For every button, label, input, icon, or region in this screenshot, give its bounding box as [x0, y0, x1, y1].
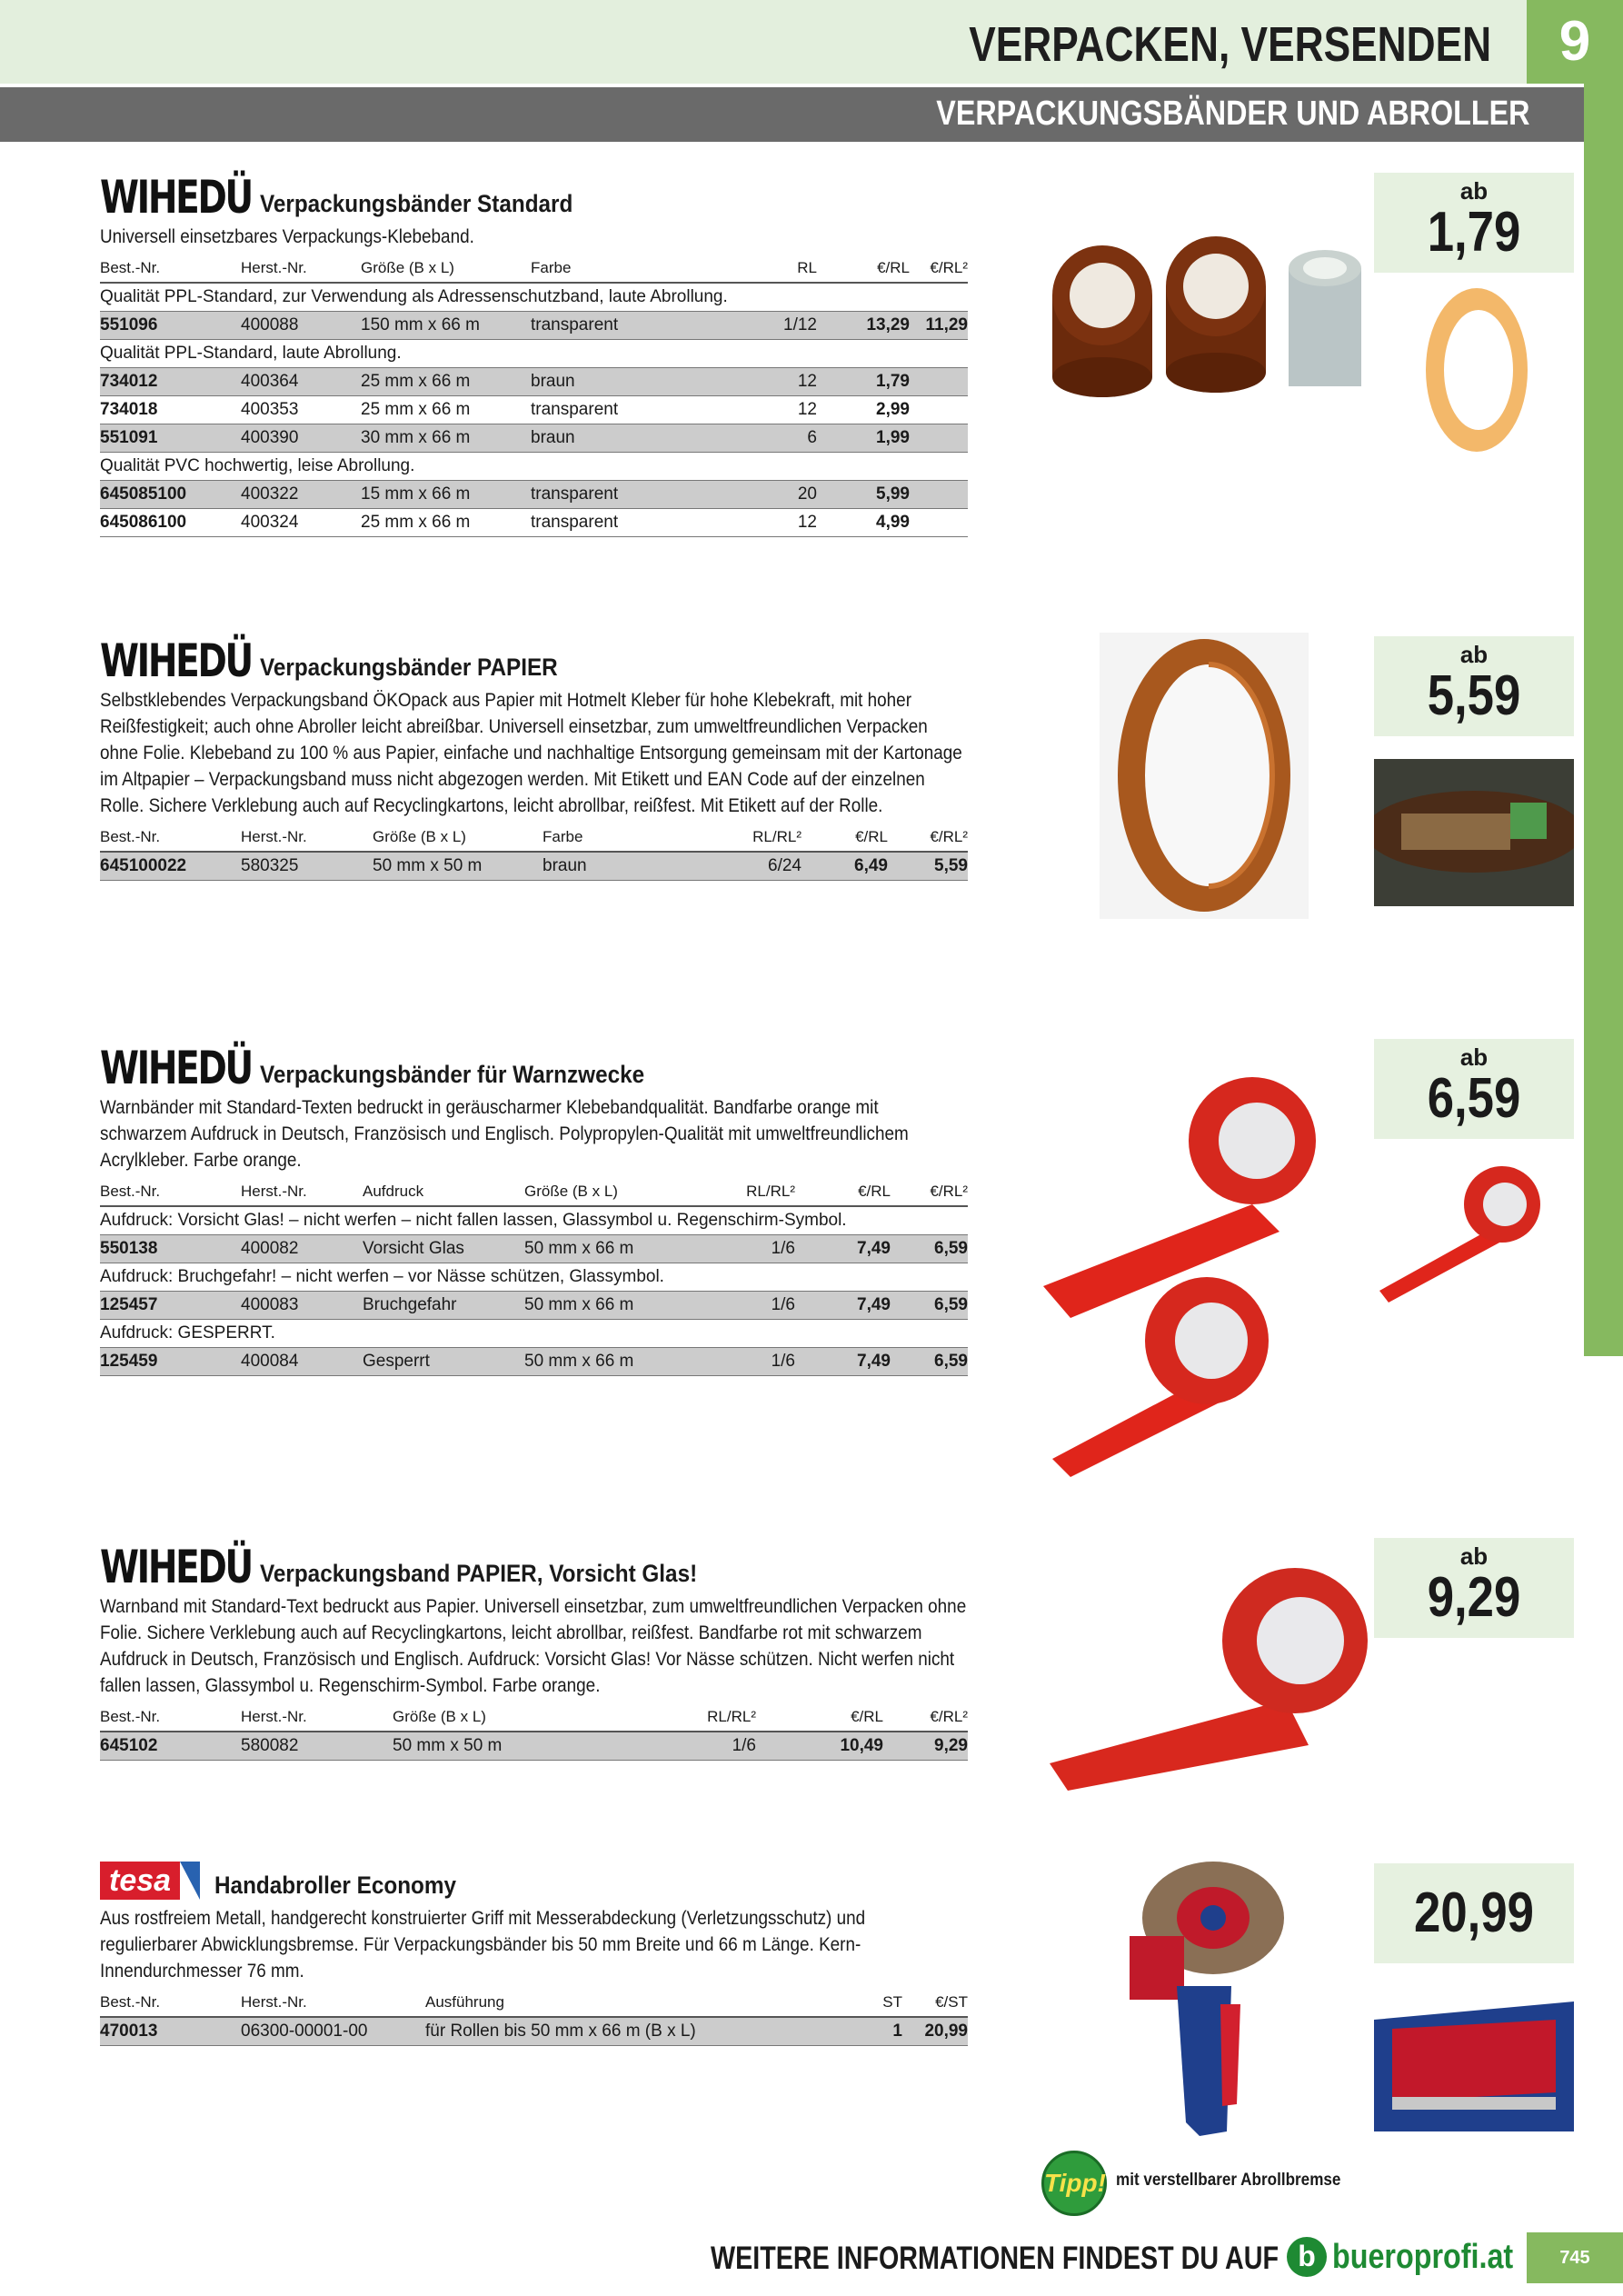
footer-logo-icon: b	[1287, 2237, 1327, 2277]
table-cell: 580082	[241, 1732, 393, 1760]
order-number: 551091	[100, 424, 241, 452]
product-block	[100, 1043, 968, 1376]
column-header: Herst.-Nr.	[241, 1706, 393, 1732]
price-prefix: ab	[1459, 1043, 1489, 1071]
table-cell: 20	[744, 480, 817, 508]
table-cell: 6	[744, 424, 817, 452]
order-number: 734012	[100, 367, 241, 395]
product-description: Warnbänder mit Standard-Texten bedruckt in geräuscharmer Klebebandqualität. Bandfarbe orange mit schwarzem Aufdruck in Deutsch, Französisch und Englisch. Polypropylen-Qualität mit umweltfreundlichem Acrylkleber. Farbe orange.	[100, 1097, 909, 1171]
product-block	[100, 1854, 968, 2046]
table-cell: transparent	[531, 508, 744, 536]
page-number: 745	[1527, 2232, 1623, 2283]
column-header: RL/RL²	[665, 1706, 756, 1732]
product-name: Verpackungsbänder für Warnzwecke	[259, 1061, 645, 1088]
table-cell: 400082	[241, 1234, 363, 1263]
spec-table	[100, 1706, 968, 1761]
column-header: €/RL	[817, 257, 910, 283]
table-cell: transparent	[531, 311, 744, 339]
quality-row	[100, 1263, 968, 1291]
table-row	[100, 1234, 968, 1263]
product-name: Verpackungsbänder PAPIER	[259, 654, 558, 681]
order-number: 645086100	[100, 508, 241, 536]
quality-text: Qualität PPL-Standard, zur Verwendung als Adressenschutzband, laute Abrollung.	[100, 283, 968, 311]
tape-rolls-image	[1043, 223, 1370, 404]
table-cell: 400088	[241, 311, 361, 339]
table-header	[100, 1992, 968, 2017]
column-header: Aufdruck	[363, 1181, 524, 1206]
product-title	[100, 634, 968, 687]
table-cell	[910, 480, 968, 508]
table-cell: 400322	[241, 480, 361, 508]
column-header: Best.-Nr.	[100, 257, 241, 283]
column-header: Best.-Nr.	[100, 1181, 241, 1206]
table-header	[100, 1706, 968, 1732]
column-header: €/RL²	[888, 826, 968, 852]
product-name: Handabroller Economy	[214, 1872, 457, 1899]
column-header: €/RL²	[883, 1706, 968, 1732]
table-cell: 400083	[241, 1291, 363, 1319]
column-header: Farbe	[543, 826, 715, 852]
price-value: 6,59	[1427, 1067, 1521, 1130]
table-row	[100, 311, 968, 339]
table-cell: 150 mm x 66 m	[361, 311, 531, 339]
table-row	[100, 852, 968, 880]
tape-dispenser-image	[1113, 1850, 1295, 2141]
footer-info-text: WEITERE INFORMATIONEN FINDEST DU AUF	[711, 2241, 1279, 2276]
price-value: 1,79	[1427, 201, 1521, 264]
warning-tape-image	[1043, 1068, 1575, 1477]
price-box	[1374, 1538, 1574, 1638]
table-row	[100, 367, 968, 395]
table-cell: 5,99	[817, 480, 910, 508]
table-cell: transparent	[531, 395, 744, 424]
product-description: Universell einsetzbares Verpackungs-Klebeband.	[100, 226, 474, 247]
brand-logo: WIHEDÜ	[100, 1042, 252, 1094]
product-title	[100, 1854, 968, 1900]
column-header: Herst.-Nr.	[241, 1992, 425, 2017]
table-cell: 15 mm x 66 m	[361, 480, 531, 508]
table-cell: 400364	[241, 367, 361, 395]
footer-logo-name: bueroprofi.at	[1332, 2237, 1514, 2276]
product-title	[100, 171, 968, 224]
table-cell: 7,49	[795, 1291, 891, 1319]
table-cell: transparent	[531, 480, 744, 508]
table-row	[100, 480, 968, 508]
spec-table	[100, 1992, 968, 2046]
order-number: 470013	[100, 2017, 241, 2045]
quality-row	[100, 1206, 968, 1234]
tipp-text: mit verstellbarer Abrollbremse	[1116, 2171, 1341, 2190]
product-name: Verpackungsband PAPIER, Vorsicht Glas!	[259, 1560, 698, 1587]
table-cell: 1/12	[744, 311, 817, 339]
table-row	[100, 1291, 968, 1319]
table-cell: 20,99	[902, 2017, 968, 2045]
quality-text: Qualität PVC hochwertig, leise Abrollung.	[100, 452, 968, 480]
paper-tape-detail-image	[1374, 759, 1574, 906]
footer-logo-link[interactable]	[1287, 2237, 1545, 2277]
price-value: 20,99	[1414, 1882, 1534, 1944]
column-header: Ausführung	[425, 1992, 839, 2017]
table-cell: 10,49	[756, 1732, 883, 1760]
spec-table	[100, 1181, 968, 1376]
column-header: Best.-Nr.	[100, 1992, 241, 2017]
table-cell: 30 mm x 66 m	[361, 424, 531, 452]
column-header: RL/RL²	[715, 826, 802, 852]
order-number: 125459	[100, 1347, 241, 1375]
column-header: Größe (B x L)	[373, 826, 543, 852]
product-block	[100, 636, 968, 881]
table-cell: 50 mm x 66 m	[524, 1347, 715, 1375]
table-cell: 400084	[241, 1347, 363, 1375]
table-cell: 4,99	[817, 508, 910, 536]
product-title	[100, 1541, 968, 1593]
tipp-badge: Tipp!	[1041, 2151, 1107, 2216]
table-row	[100, 424, 968, 452]
column-header: ST	[839, 1992, 902, 2017]
quality-row	[100, 452, 968, 480]
table-row	[100, 508, 968, 536]
table-cell: 1/6	[715, 1291, 795, 1319]
brand-logo: WIHEDÜ	[100, 634, 252, 687]
table-cell: 1,79	[817, 367, 910, 395]
table-header	[100, 826, 968, 852]
chapter-number: 9	[1527, 0, 1623, 84]
order-number: 645100022	[100, 852, 241, 880]
brand-logo: WIHEDÜ	[100, 1541, 252, 1593]
price-box	[1374, 636, 1574, 736]
table-row	[100, 2017, 968, 2045]
order-number: 551096	[100, 311, 241, 339]
brand-logo: tesa	[100, 1862, 180, 1900]
table-header	[100, 257, 968, 283]
table-cell: braun	[531, 424, 744, 452]
page-title: VERPACKEN, VERSENDEN	[969, 17, 1491, 72]
column-header: €/RL	[756, 1706, 883, 1732]
table-cell: 25 mm x 66 m	[361, 508, 531, 536]
table-cell: 1/6	[665, 1732, 756, 1760]
column-header: Größe (B x L)	[393, 1706, 665, 1732]
column-header: Herst.-Nr.	[241, 1181, 363, 1206]
quality-text: Qualität PPL-Standard, laute Abrollung.	[100, 339, 968, 367]
table-cell	[910, 367, 968, 395]
product-description: Warnband mit Standard-Text bedruckt aus Papier. Universell einsetzbar, zum umweltfreundlichen Verpacken ohne Folie. Sichere Verklebung auch auf Recyclingkartons, leicht abrollbar, reißfest. Bandfarbe rot mit schwarzem Aufdruck in Deutsch, Französisch und Englisch. Aufdruck: Vorsicht Glas! Vor Nässe schützen. Nicht werfen nicht fallen lassen, Glassymbol u. Regenschirm-Symbol. Farbe orange.	[100, 1596, 967, 1696]
product-title	[100, 1042, 968, 1094]
order-number: 734018	[100, 395, 241, 424]
table-cell: 400353	[241, 395, 361, 424]
table-cell: 25 mm x 66 m	[361, 367, 531, 395]
column-header: Farbe	[531, 257, 744, 283]
section-bar	[0, 87, 1584, 142]
table-cell	[910, 424, 968, 452]
table-cell: 13,29	[817, 311, 910, 339]
table-cell: braun	[543, 852, 715, 880]
table-cell: Vorsicht Glas	[363, 1234, 524, 1263]
table-cell: 50 mm x 66 m	[524, 1291, 715, 1319]
column-header: Größe (B x L)	[524, 1181, 715, 1206]
product-block	[100, 1542, 968, 1761]
table-cell: 1/6	[715, 1234, 795, 1263]
table-cell: für Rollen bis 50 mm x 66 m (B x L)	[425, 2017, 839, 2045]
transparent-tape-image	[1422, 284, 1531, 456]
table-cell: 50 mm x 50 m	[393, 1732, 665, 1760]
column-header: €/RL	[795, 1181, 891, 1206]
quality-text: Aufdruck: GESPERRT.	[100, 1319, 968, 1347]
glass-warning-tape-image	[1050, 1563, 1377, 1791]
column-header: RL	[744, 257, 817, 283]
table-cell: 50 mm x 50 m	[373, 852, 543, 880]
price-box	[1374, 1863, 1574, 1963]
order-number: 550138	[100, 1234, 241, 1263]
table-cell: Gesperrt	[363, 1347, 524, 1375]
table-cell: 12	[744, 508, 817, 536]
table-cell: 6,59	[891, 1291, 968, 1319]
product-block	[100, 173, 968, 537]
column-header: RL/RL²	[715, 1181, 795, 1206]
quality-row	[100, 1319, 968, 1347]
column-header: €/RL²	[891, 1181, 968, 1206]
table-cell: 6,59	[891, 1347, 968, 1375]
price-value: 5,59	[1427, 664, 1521, 727]
price-prefix: ab	[1459, 1542, 1489, 1570]
column-header: €/RL²	[910, 257, 968, 283]
table-cell: 25 mm x 66 m	[361, 395, 531, 424]
order-number: 645102	[100, 1732, 241, 1760]
table-cell: 11,29	[910, 311, 968, 339]
order-number: 645085100	[100, 480, 241, 508]
table-cell: braun	[531, 367, 744, 395]
quality-text: Aufdruck: Bruchgefahr! – nicht werfen – vor Nässe schützen, Glassymbol.	[100, 1263, 968, 1291]
spec-table	[100, 257, 968, 537]
paper-tape-image	[1100, 633, 1309, 919]
column-header: Best.-Nr.	[100, 1706, 241, 1732]
column-header: Best.-Nr.	[100, 826, 241, 852]
table-cell: 2,99	[817, 395, 910, 424]
section-title: VERPACKUNGSBÄNDER UND ABROLLER	[935, 95, 1529, 133]
column-header: Größe (B x L)	[361, 257, 531, 283]
order-number: 125457	[100, 1291, 241, 1319]
chapter-side-strip	[1584, 84, 1623, 1356]
dispenser-detail-image	[1374, 1965, 1574, 2131]
table-cell: 580325	[241, 852, 373, 880]
table-cell: 400390	[241, 424, 361, 452]
quality-text: Aufdruck: Vorsicht Glas! – nicht werfen – nicht fallen lassen, Glassymbol u. Regenschirm-Symbol.	[100, 1206, 968, 1234]
table-cell: 9,29	[883, 1732, 968, 1760]
table-cell	[910, 508, 968, 536]
product-description: Aus rostfreiem Metall, handgerecht konstruierter Griff mit Messerabdeckung (Verletzungsschutz) und regulierbarer Abwicklungsbremse. Für Verpackungsbänder bis 50 mm Breite und 66 m Länge. Kern-Innendurchmesser 76 mm.	[100, 1908, 866, 1982]
table-cell: 400324	[241, 508, 361, 536]
table-cell: 5,59	[888, 852, 968, 880]
table-header	[100, 1181, 968, 1206]
table-cell: 12	[744, 395, 817, 424]
table-cell: 1	[839, 2017, 902, 2045]
table-cell: 50 mm x 66 m	[524, 1234, 715, 1263]
table-cell: Bruchgefahr	[363, 1291, 524, 1319]
quality-row	[100, 339, 968, 367]
table-cell	[910, 395, 968, 424]
product-name: Verpackungsbänder Standard	[259, 190, 573, 217]
quality-row	[100, 283, 968, 311]
product-description: Selbstklebendes Verpackungsband ÖKOpack aus Papier mit Hotmelt Kleber für hohe Klebekraft, mit hoher Reißfestigkeit; auch ohne Abroller leicht abreißbar. Universell einsetzbar, zum umweltfreundlichen Verpacken ohne Folie. Klebeband zu 100 % aus Papier, einfache und nachhaltige Entsorgung gemeinsam mit der Kartonage im Altpapier – Verpackungsband muss nicht abgezogen werden. Mit Etikett und EAN Code auf der einzelnen Rolle. Sichere Verklebung auch auf Recyclingkartons, leicht abrollbar, reißfest. Mit Etikett auf der Rolle.	[100, 690, 962, 816]
column-header: Herst.-Nr.	[241, 826, 373, 852]
table-cell: 12	[744, 367, 817, 395]
table-cell: 1,99	[817, 424, 910, 452]
table-cell: 6,49	[802, 852, 888, 880]
price-prefix: ab	[1459, 177, 1489, 205]
table-row	[100, 395, 968, 424]
table-cell: 6,59	[891, 1234, 968, 1263]
price-prefix: ab	[1459, 641, 1489, 668]
column-header: Herst.-Nr.	[241, 257, 361, 283]
brand-logo: WIHEDÜ	[100, 171, 252, 224]
price-value: 9,29	[1427, 1566, 1521, 1629]
price-box	[1374, 173, 1574, 273]
column-header: €/ST	[902, 1992, 968, 2017]
table-row	[100, 1347, 968, 1375]
table-cell: 1/6	[715, 1347, 795, 1375]
table-cell: 06300-00001-00	[241, 2017, 425, 2045]
spec-table	[100, 826, 968, 881]
table-cell: 7,49	[795, 1234, 891, 1263]
table-cell: 7,49	[795, 1347, 891, 1375]
table-cell: 6/24	[715, 852, 802, 880]
column-header: €/RL	[802, 826, 888, 852]
table-row	[100, 1732, 968, 1760]
